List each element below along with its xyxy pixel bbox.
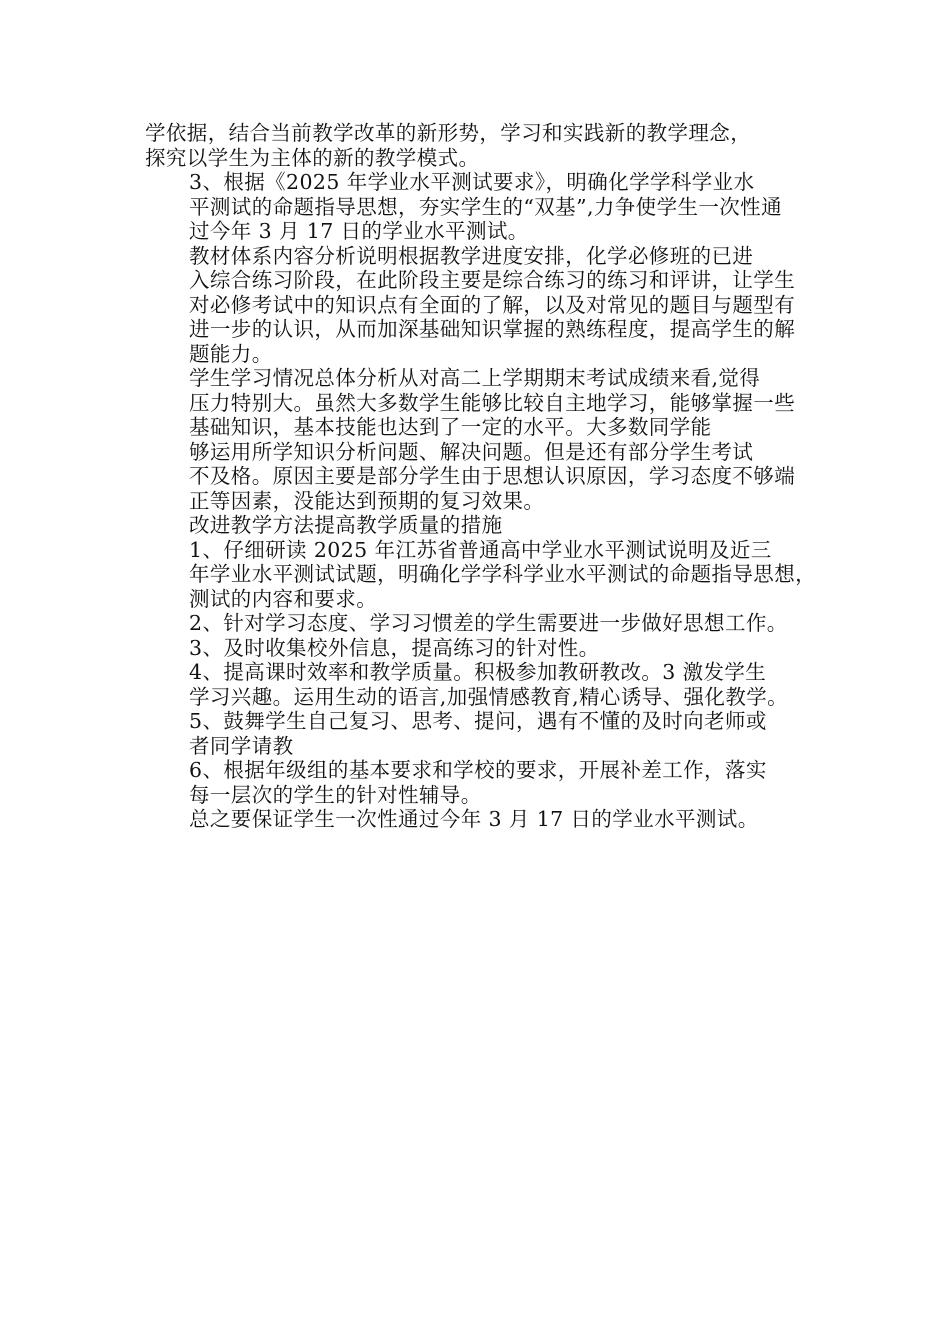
- text-line: 探究以学生为主体的新的教学模式。: [145, 145, 480, 170]
- text-line: 基础知识，基本技能也达到了一定的水平。大多数同学能: [189, 415, 712, 439]
- text-line: 学依据，结合当前教学改革的新形势，学习和实践新的教学理念，: [145, 121, 752, 145]
- paragraph: [145, 611, 815, 636]
- text-line: 对必修考试中的知识点有全面的了解，以及对常见的题目与题型有: [189, 292, 796, 317]
- text-line: 年学业水平测试试题，明确化学学科学业水平测试的命题指导思想，: [189, 562, 816, 586]
- paragraph: [145, 440, 815, 514]
- text-line: 4、提高课时效率和教学质量。积极参加教研教改。3 激发学生: [189, 660, 767, 684]
- paragraph: [145, 170, 815, 244]
- paragraph: [145, 807, 815, 832]
- text-line: 6、根据年级组的基本要求和学校的要求，开展补差工作，落实: [189, 758, 767, 782]
- paragraph: [145, 538, 815, 612]
- text-line: 学习兴趣。运用生动的语言,加强情感教育,精心诱导、强化教学。: [189, 684, 789, 709]
- text-line: 者同学请教: [189, 733, 294, 758]
- text-line: 每一层次的学生的针对性辅导。: [189, 782, 482, 807]
- text-line: 改进教学方法提高教学质量的措施: [189, 513, 503, 537]
- paragraph: [145, 709, 815, 758]
- text-line: 测试的内容和要求。: [189, 586, 378, 611]
- document-body: [145, 121, 815, 832]
- paragraph: [145, 121, 815, 170]
- paragraph: [145, 513, 815, 538]
- text-line: 3、及时收集校外信息，提高练习的针对性。: [189, 635, 600, 660]
- text-line: 1、仔细研读 2025 年江苏省普通高中学业水平测试说明及近三: [189, 537, 772, 562]
- text-line: 进一步的认识，从而加深基础知识掌握的熟练程度，提高学生的解: [189, 317, 796, 341]
- text-line: 3、根据《2025 年学业水平测试要求》，明确化学学科学业水: [189, 170, 755, 194]
- text-line: 学生学习情况总体分析从对高二上学期期末考试成绩来看,觉得: [189, 366, 761, 390]
- text-line: 压力特别大。虽然大多数学生能够比较自主地学习，能够掌握一些: [189, 390, 796, 415]
- text-line: 题能力。: [189, 341, 273, 366]
- text-line: 够运用所学知识分析问题、解决问题。但是还有部分学生考试: [189, 439, 754, 464]
- text-line: 入综合练习阶段，在此阶段主要是综合练习的练习和评讲，让学生: [189, 268, 796, 292]
- text-line: 平测试的命题指导思想，夯实学生的“双基”,力争使学生一次性通: [189, 194, 782, 219]
- text-line: 正等因素，没能达到预期的复习效果。: [189, 488, 545, 513]
- text-line: 2、针对学习态度、学习习惯差的学生需要进一步做好思想工作。: [189, 611, 788, 635]
- paragraph: [145, 660, 815, 709]
- text-line: 不及格。原因主要是部分学生由于思想认识原因，学习态度不够端: [189, 464, 796, 488]
- text-line: 教材体系内容分析说明根据教学进度安排，化学必修班的已进: [189, 243, 754, 268]
- text-line: 过今年 3 月 17 日的学业水平测试。: [189, 219, 529, 243]
- paragraph: [145, 636, 815, 661]
- text-line: 总之要保证学生一次性通过今年 3 月 17 日的学业水平测试。: [189, 807, 759, 831]
- paragraph: [145, 758, 815, 807]
- text-line: 5、鼓舞学生自己复习、思考、提问，遇有不懂的及时向老师或: [189, 709, 767, 733]
- paragraph: [145, 366, 815, 440]
- paragraph: [145, 244, 815, 367]
